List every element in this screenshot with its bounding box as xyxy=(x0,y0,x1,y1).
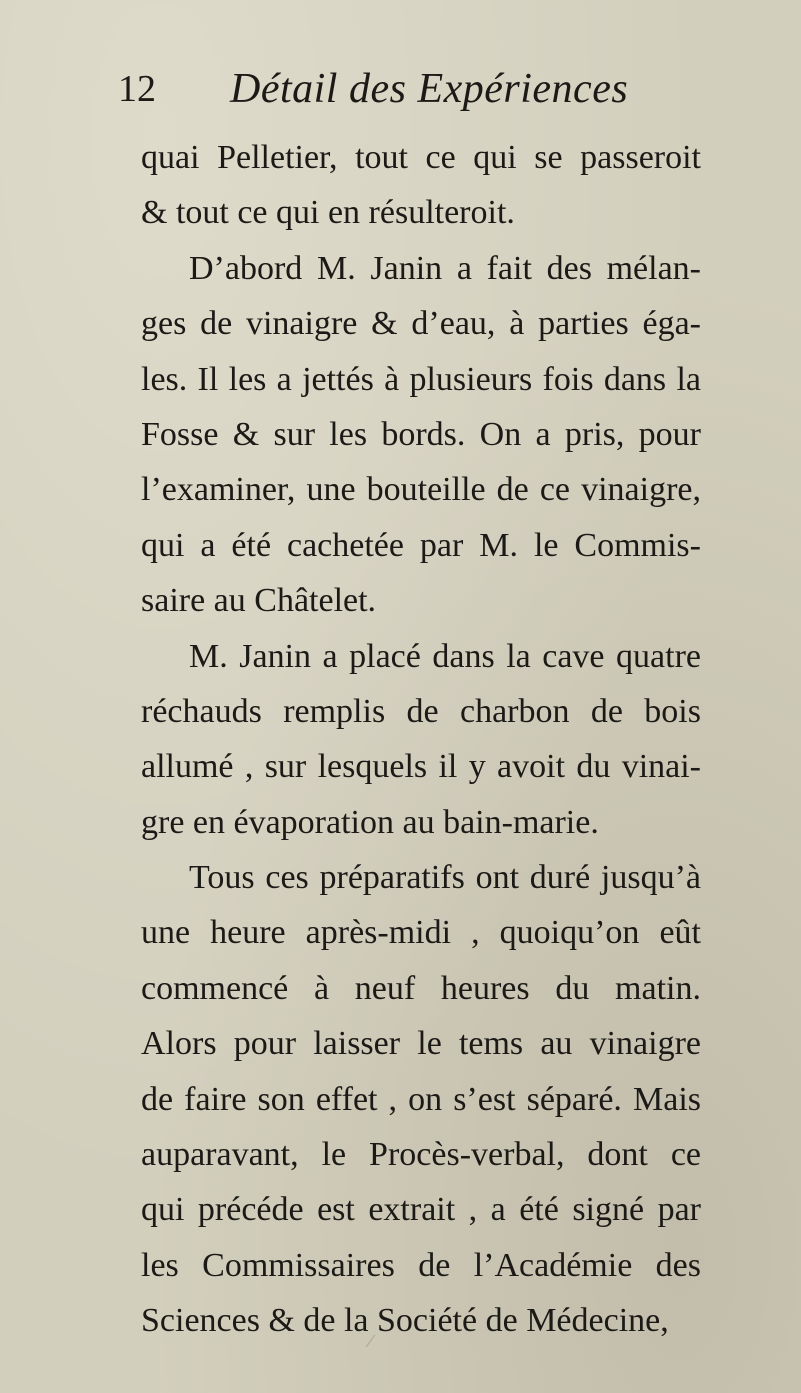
text-line: qui précéde est extrait , a été signé par xyxy=(141,1191,701,1229)
text-line: allumé , sur lesquels il y avoit du vinai- xyxy=(141,748,701,786)
text-line: M. Janin a placé dans la cave quatre xyxy=(189,637,701,675)
text-line: les. Il les a jettés à plusieurs fois dans la xyxy=(141,360,701,398)
running-title: Détail des Expériences xyxy=(230,66,629,112)
text-line: D’abord M. Janin a fait des mélan- xyxy=(189,249,701,287)
text-line: commencé à neuf heures du matin. xyxy=(141,969,701,1007)
text-line: réchauds remplis de charbon de bois xyxy=(141,692,701,730)
text-line: Alors pour laisser le tems au vinaigre xyxy=(141,1025,701,1063)
text-line: saire au Châtelet. xyxy=(141,582,377,620)
text-line: l’examiner, une bouteille de ce vinaigre, xyxy=(141,471,701,509)
text-line: de faire son effet , on s’est séparé. Mais xyxy=(141,1080,701,1118)
page-number: 12 xyxy=(118,68,156,110)
text-line: gre en évaporation au bain-marie. xyxy=(141,803,599,841)
text-line: Sciences & de la Société de Médecine, xyxy=(141,1302,669,1340)
text-line: Fosse & sur les bords. On a pris, pour xyxy=(141,415,701,453)
text-line: quai Pelletier, tout ce qui se passeroit xyxy=(141,139,701,176)
text-line: les Commissaires de l’Académie des xyxy=(141,1246,701,1284)
text-line: qui a été cachetée par M. le Commis- xyxy=(141,526,701,564)
text-line: une heure après-midi , quoiqu’on eût xyxy=(141,914,701,952)
text-line: ges de vinaigre & d’eau, à parties éga- xyxy=(141,305,701,343)
text-line: auparavant, le Procès-verbal, dont ce xyxy=(141,1136,701,1174)
running-head xyxy=(118,66,638,116)
body-text xyxy=(141,130,701,1349)
text-line: Tous ces préparatifs ont duré jusqu’à xyxy=(189,859,701,897)
text-line: & tout ce qui en résulteroit. xyxy=(141,194,515,232)
